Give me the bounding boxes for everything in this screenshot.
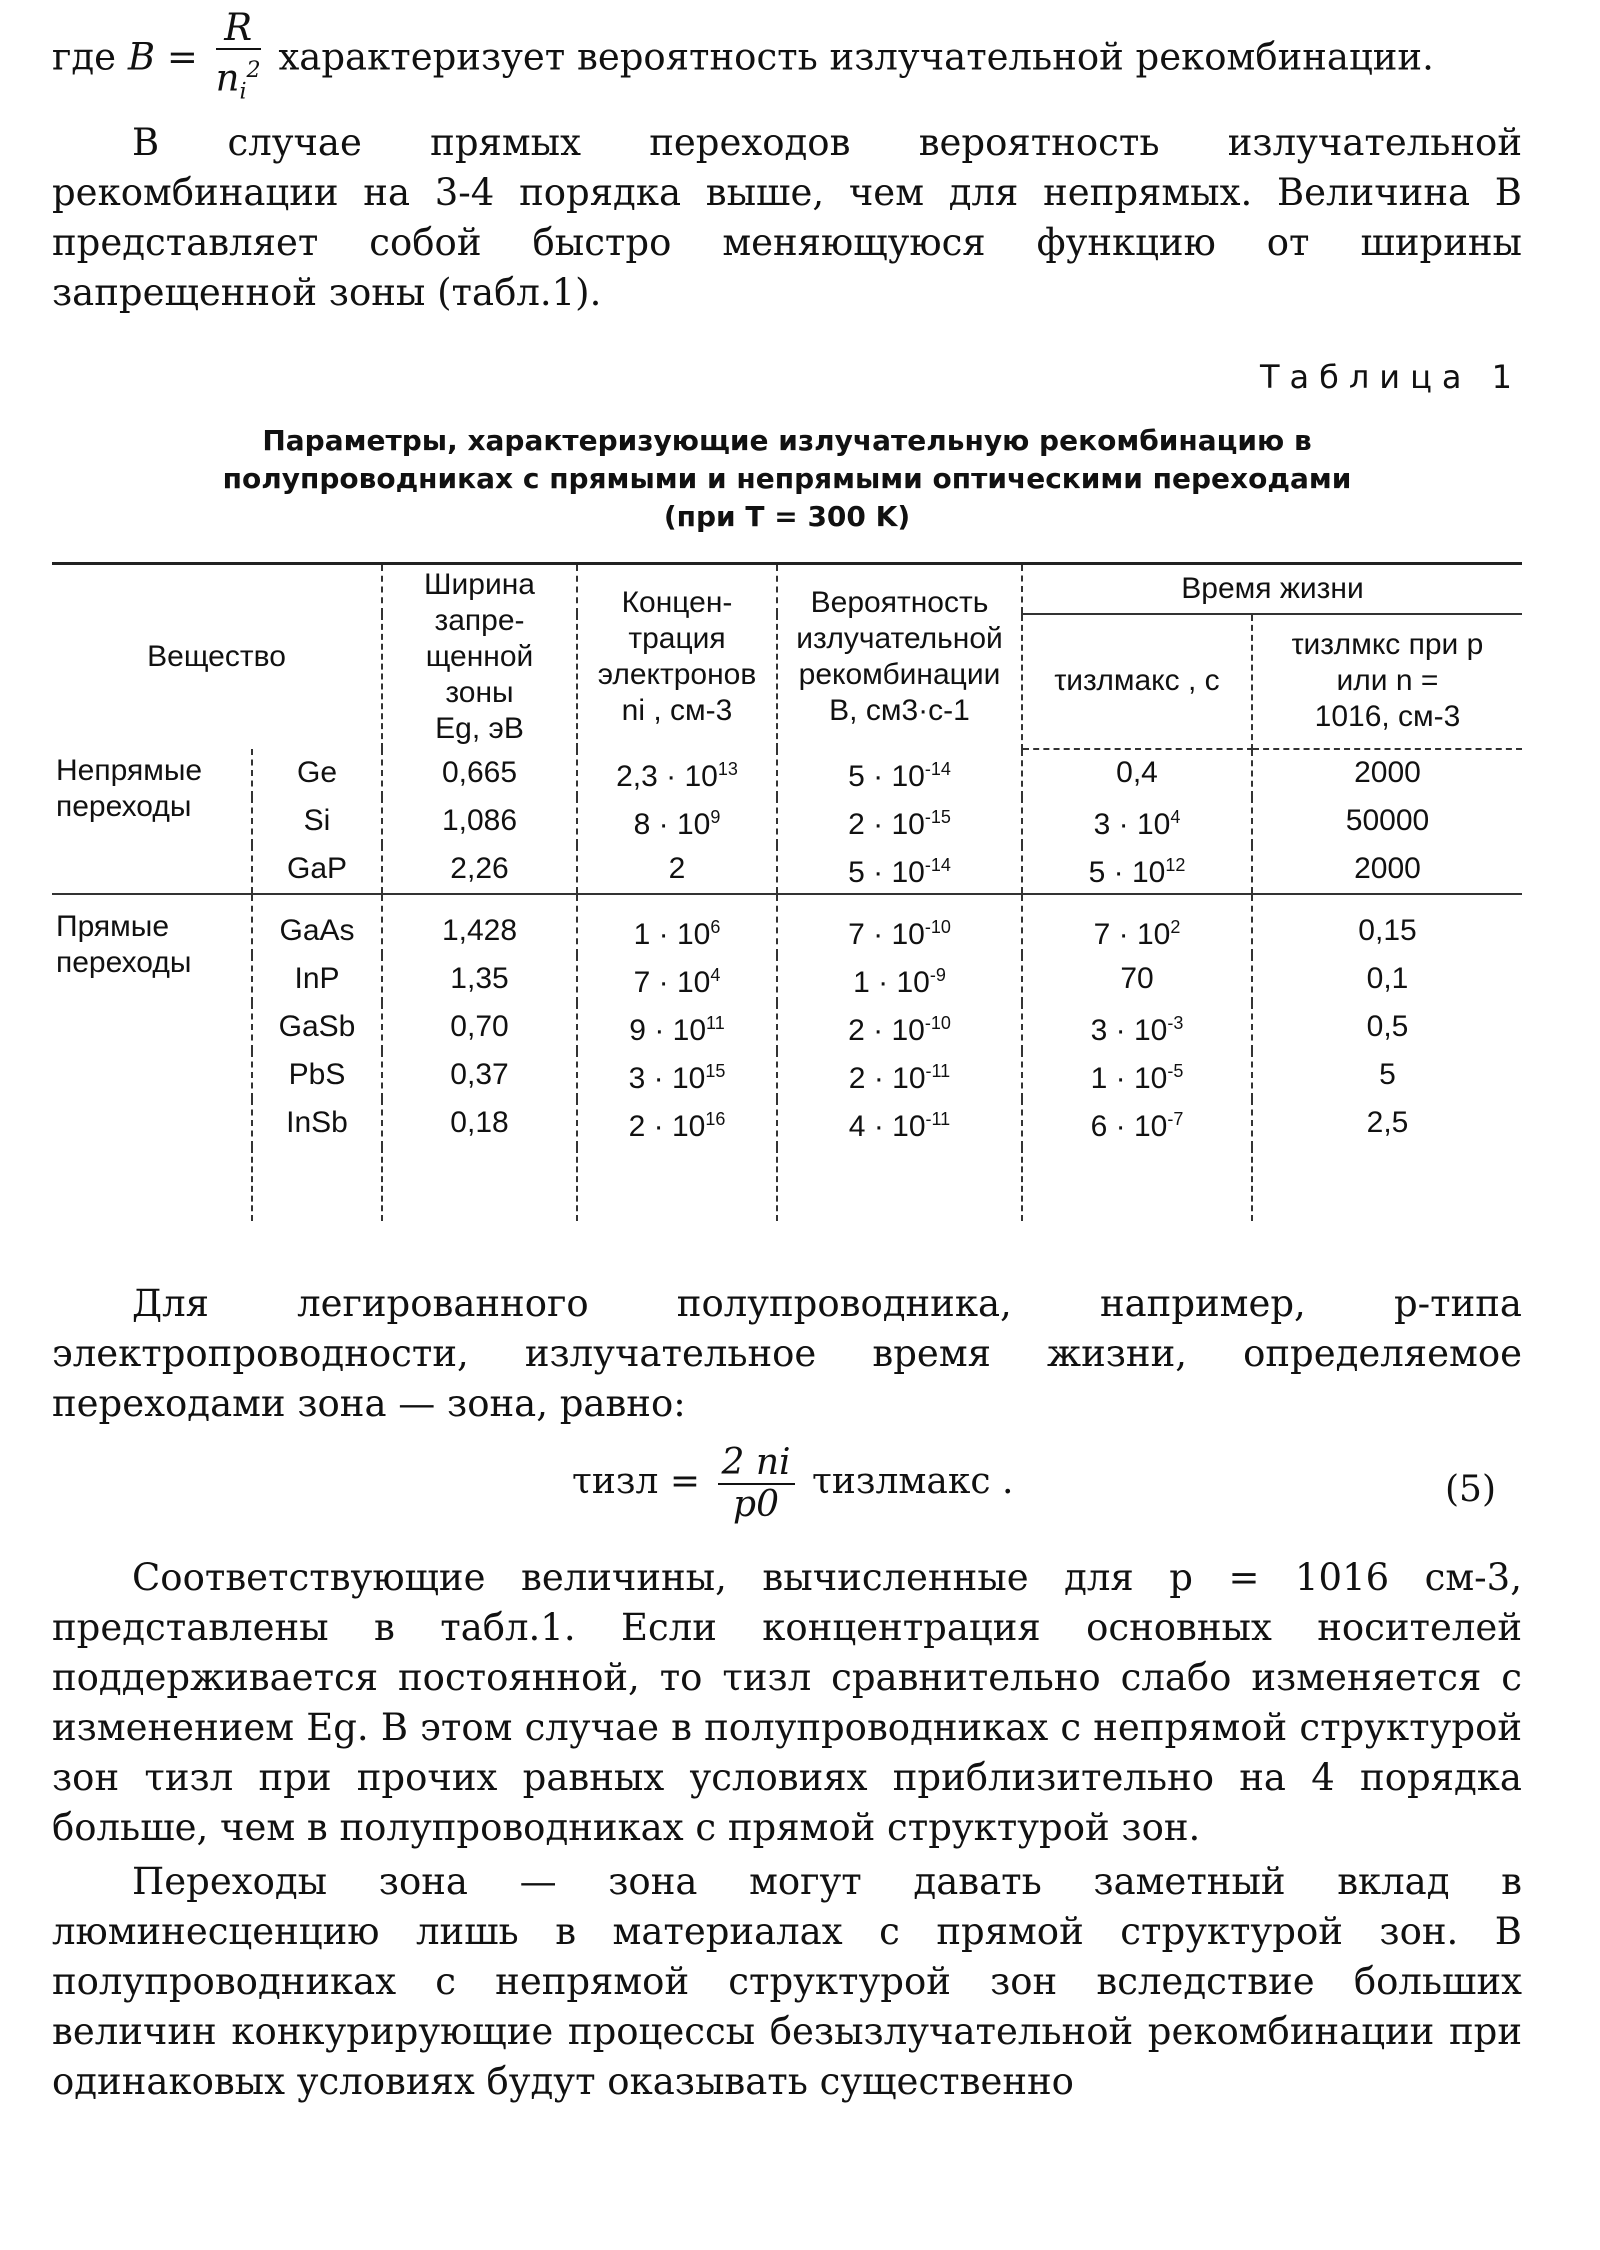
header-concentration <box>577 563 777 749</box>
group-name <box>52 749 252 894</box>
cell-material: GaAs <box>252 894 382 955</box>
para1-prefix: где <box>52 35 117 79</box>
cell-eg: 2,26 <box>382 845 577 894</box>
den-n: n <box>215 56 240 100</box>
paragraph-direct-transitions: В случае прямых переходов вероятность излучательной рекомбинации на 3-4 порядка выше, чем для непрямых. Величина B представляет собой быстро меняющуюся функцию от ширины запрещенной зоны (табл.1). <box>52 120 1522 314</box>
cell-ni-exp: 4 <box>710 964 721 985</box>
table-number: Таблица 1 <box>1259 357 1522 396</box>
spacer-cell <box>577 1147 777 1221</box>
table-row <box>52 845 1522 894</box>
cell-material: PbS <box>252 1051 382 1099</box>
cell-b-exp: -10 <box>924 916 951 937</box>
parameters-table <box>52 562 1522 1221</box>
cell-material: Ge <box>252 749 382 797</box>
cell-ni: $1 \cdot 10^6$ <box>577 894 777 955</box>
cell-tau-max-exp: 12 <box>1165 854 1186 875</box>
cell-ni: $7 \cdot 10^4$ <box>577 955 777 1003</box>
cell-tau-max: $1 \cdot 10^{-5}$ <box>1022 1051 1252 1099</box>
header-gap <box>382 563 577 749</box>
cell-eg: 1,086 <box>382 797 577 845</box>
cell-eg: 1,35 <box>382 955 577 1003</box>
var-b: B <box>127 35 156 79</box>
table-row <box>52 1099 1522 1147</box>
cell-b: $2 \cdot 10^{-11}$ <box>777 1051 1022 1099</box>
cell-tau-p: 50000 <box>1345 803 1430 837</box>
fraction-numerator: R <box>216 8 261 50</box>
cell-eg: 0,18 <box>382 1099 577 1147</box>
cell-b: $2 \cdot 10^{-15}$ <box>777 797 1022 845</box>
para1-rest: характеризует вероятность излучательной рекомбинации. <box>278 35 1434 79</box>
cell-ni: 2 <box>577 845 777 894</box>
formula-5 <box>52 1433 1522 1553</box>
gap-line: запре- <box>434 603 525 637</box>
conc-unit: ni , см-3 <box>621 693 733 727</box>
table-row <box>52 955 1522 1003</box>
cell-ni-exp: 6 <box>710 916 721 937</box>
cell-material: InSb <box>252 1099 382 1147</box>
formula-equals: = <box>669 1460 701 1502</box>
spacer-cell <box>52 1147 252 1221</box>
spacer-cell <box>777 1147 1022 1221</box>
formula-numerator: 2 ni <box>718 1443 795 1485</box>
cell-tau-max-exp: -5 <box>1167 1060 1184 1081</box>
page <box>52 8 1522 2107</box>
cell-ni-exp: 16 <box>705 1108 726 1129</box>
cell-b-exp: -11 <box>925 1060 951 1081</box>
cell-material: Si <box>252 797 382 845</box>
cell-tau-max-exp: 2 <box>1170 916 1181 937</box>
cell-eg: 1,428 <box>382 894 577 955</box>
group-name-line: переходы <box>56 789 192 823</box>
formula-rhs: τизлмакс . <box>812 1460 1014 1502</box>
table-row <box>52 894 1522 955</box>
cell-ni: $2 \cdot 10^{16}$ <box>577 1099 777 1147</box>
paragraph-doped-semiconductor: Для легированного полупроводника, например, p-типа электропроводности, излучательное время жизни, определяемое переходами зона — зона, равно: <box>52 1281 1522 1425</box>
fraction-denominator <box>216 50 261 112</box>
cell-tau-max: 70 <box>1022 955 1252 1003</box>
table-row <box>52 1051 1522 1099</box>
formula-denominator: p0 <box>733 1483 779 1525</box>
den-sup: 2 <box>246 57 261 83</box>
cell-material: InP <box>252 955 382 1003</box>
cell-ni-exp: 13 <box>717 758 738 779</box>
prob-line: излучательной <box>796 621 1003 655</box>
cell-b: $5 \cdot 10^{-14}$ <box>777 845 1022 894</box>
cell-tau-p: 5 <box>1379 1057 1396 1091</box>
table-caption <box>52 422 1522 536</box>
cell-tau-max-exp: 4 <box>1170 806 1181 827</box>
cell-tau-max: $5 \cdot 10^{12}$ <box>1022 845 1252 894</box>
cell-b: $2 \cdot 10^{-10}$ <box>777 1003 1022 1051</box>
conc-line: электронов <box>597 657 757 691</box>
table-row <box>52 749 1522 797</box>
cell-tau-p: 0,5 <box>1366 1009 1409 1043</box>
header-tau-p <box>1252 614 1522 749</box>
cell-b: $1 \cdot 10^{-9}$ <box>777 955 1022 1003</box>
cell-b-exp: -14 <box>924 854 951 875</box>
formula-number: (5) <box>1445 1468 1496 1510</box>
tau-p-line: τизлмкс при p <box>1291 628 1484 662</box>
spacer-cell <box>1022 1147 1252 1221</box>
tau-p-line: или n = <box>1336 664 1439 698</box>
cell-tau-p: 0,15 <box>1252 894 1522 955</box>
cell-ni: $8 \cdot 10^9$ <box>577 797 777 845</box>
gap-unit: Eg, эВ <box>435 711 524 745</box>
cell-tau-max-exp: -3 <box>1167 1012 1184 1033</box>
cell-tau-max: $6 \cdot 10^{-7}$ <box>1022 1099 1252 1147</box>
table-row <box>52 1003 1522 1051</box>
cell-b-exp: -10 <box>924 1012 951 1033</box>
cell-ni-exp: 9 <box>710 806 721 827</box>
cell-b-exp: -9 <box>929 964 946 985</box>
gap-line: щенной <box>425 639 534 673</box>
group-name-line: переходы <box>56 945 192 979</box>
paragraph-computed-values: Соответствующие величины, вычисленные для p = 1016 см-3, представлены в табл.1. Если концентрация основных носителей поддерживается постоянной, то τизл сравнительно слабо изменяется с изменением Eg. В этом случае в полупроводниках с непрямой структурой зон τизл при прочих равных условиях приблизительно на 4 порядка больше, чем в полупроводниках с прямой структурой зон. <box>52 1555 1522 1849</box>
table-body <box>52 749 1522 1221</box>
spacer-cell <box>252 1147 382 1221</box>
cell-tau-max: 0,4 <box>1022 749 1252 797</box>
header-tau-max: τизлмакс , с <box>1022 614 1252 749</box>
gap-line: Ширина <box>424 567 535 601</box>
cell-tau-max: $7 \cdot 10^2$ <box>1022 894 1252 955</box>
spacer-cell <box>1252 1147 1522 1221</box>
cell-b-exp: -14 <box>924 758 951 779</box>
cell-b: $5 \cdot 10^{-14}$ <box>777 749 1022 797</box>
cell-material: GaP <box>252 845 382 894</box>
header-lifetime: Время жизни <box>1022 563 1522 613</box>
spacer-cell <box>382 1147 577 1221</box>
group-name <box>52 894 252 1147</box>
cell-material: GaSb <box>252 1003 382 1051</box>
cell-ni: $9 \cdot 10^{11}$ <box>577 1003 777 1051</box>
den-sub: i <box>239 78 247 105</box>
cell-b: $4 \cdot 10^{-11}$ <box>777 1099 1022 1147</box>
formula-body <box>572 1443 1013 1525</box>
table-row <box>52 797 1522 845</box>
cell-ni: $2,3 \cdot 10^{13}$ <box>577 749 777 797</box>
paragraph-band-transitions: Переходы зона — зона могут давать заметный вклад в люминесценцию лишь в материалах с прямой структурой зон. В полупроводниках с непрямой структурой зон вследствие больших величин конкурирующие процессы безызлучательной рекомбинации при одинаковых условиях будут оказывать существенно <box>52 1859 1522 2103</box>
cell-tau-p: 2000 <box>1354 851 1421 885</box>
caption-line-3: (при T = 300 K) <box>663 499 911 533</box>
equals-sign: = <box>166 35 198 79</box>
cell-tau-p: 2,5 <box>1366 1105 1409 1139</box>
paragraph-b-definition <box>52 8 1522 112</box>
cell-ni: $3 \cdot 10^{15}$ <box>577 1051 777 1099</box>
caption-line-1: Параметры, характеризующие излучательную рекомбинацию в <box>262 423 1312 457</box>
cell-b-exp: -15 <box>924 806 951 827</box>
header-substance: Вещество <box>52 563 382 749</box>
cell-tau-p: 0,1 <box>1366 961 1409 995</box>
cell-tau-max: $3 \cdot 10^4$ <box>1022 797 1252 845</box>
cell-b: $7 \cdot 10^{-10}$ <box>777 894 1022 955</box>
cell-ni-exp: 15 <box>705 1060 726 1081</box>
formula-lhs: τизл <box>572 1460 659 1502</box>
cell-b-exp: -11 <box>925 1108 951 1129</box>
table-row-spacer <box>52 1147 1522 1221</box>
cell-tau-max: $3 \cdot 10^{-3}$ <box>1022 1003 1252 1051</box>
conc-line: трация <box>628 621 726 655</box>
conc-line: Концен- <box>621 585 733 619</box>
group-name-line: Прямые <box>56 909 170 943</box>
cell-tau-max-exp: -7 <box>1167 1108 1184 1129</box>
group-name-line: Непрямые <box>56 753 203 787</box>
cell-eg: 0,37 <box>382 1051 577 1099</box>
cell-eg: 0,665 <box>382 749 577 797</box>
cell-ni-exp: 11 <box>706 1012 725 1033</box>
cell-eg: 0,70 <box>382 1003 577 1051</box>
prob-unit: B, см3·с-1 <box>829 693 970 727</box>
formula-fraction <box>718 1443 795 1525</box>
fraction-r-over-ni2 <box>216 8 261 112</box>
prob-line: рекомбинации <box>798 657 1001 691</box>
tau-p-line: 1016, см-3 <box>1314 700 1461 734</box>
cell-tau-p: 2000 <box>1354 756 1421 790</box>
header-probability <box>777 563 1022 749</box>
caption-line-2: полупроводниках с прямыми и непрямыми оптическими переходами <box>222 461 1352 495</box>
prob-line: Вероятность <box>810 585 989 619</box>
gap-line: зоны <box>445 675 514 709</box>
